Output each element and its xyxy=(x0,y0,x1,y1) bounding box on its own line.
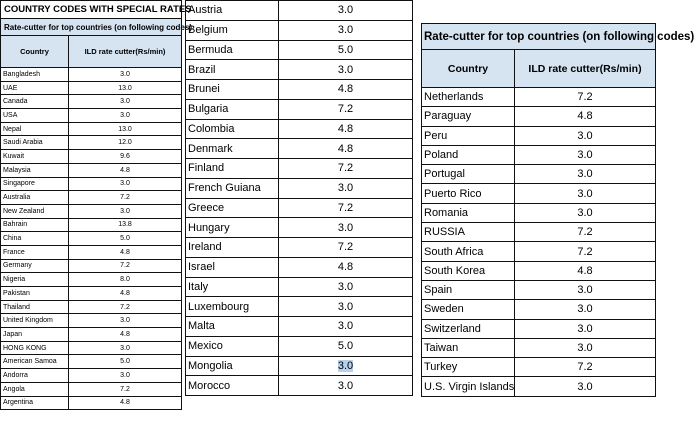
table-title: Rate-cutter for top countries (on following codes) xyxy=(422,24,656,50)
table-row xyxy=(1,300,182,314)
rate-value: 4.8 xyxy=(120,248,130,256)
table-row xyxy=(1,396,182,410)
rate-cell[interactable] xyxy=(515,223,656,242)
country-cell[interactable]: Bulgaria xyxy=(186,99,279,119)
country-cell[interactable]: Bangladesh xyxy=(1,68,69,82)
table-subtitle: Rate-cutter for top countries (on following codes) xyxy=(1,19,182,36)
special-rates-table-right xyxy=(421,23,694,397)
rate-value: 7.2 xyxy=(120,262,130,270)
table-row xyxy=(186,139,413,159)
table-row xyxy=(422,145,656,164)
rate-cell[interactable] xyxy=(69,136,182,150)
rate-value: 3.0 xyxy=(337,4,354,17)
rate-cell[interactable] xyxy=(69,232,182,246)
country-cell[interactable]: Portugal xyxy=(422,165,515,184)
rate-value: 7.2 xyxy=(337,201,354,214)
rate-cell[interactable] xyxy=(69,191,182,205)
table-row xyxy=(1,204,182,218)
country-cell[interactable]: Australia xyxy=(1,191,69,205)
rate-cell[interactable] xyxy=(279,80,413,100)
table-body xyxy=(422,88,656,397)
table-row xyxy=(186,297,413,317)
rate-value: 7.2 xyxy=(337,103,354,116)
country-cell[interactable]: New Zealand xyxy=(1,204,69,218)
rate-value: 4.8 xyxy=(337,261,354,274)
table-row xyxy=(186,80,413,100)
rate-value: 7.2 xyxy=(120,385,130,393)
country-cell[interactable]: USA xyxy=(1,109,69,123)
rate-value: 3.0 xyxy=(337,221,354,234)
table-row xyxy=(186,159,413,179)
rate-value: 3.0 xyxy=(120,111,130,119)
rate-value: 3.0 xyxy=(120,317,130,325)
rate-cell[interactable] xyxy=(69,218,182,232)
country-cell[interactable]: Andorra xyxy=(1,369,69,383)
table-row xyxy=(422,377,656,396)
rate-cell[interactable] xyxy=(69,245,182,259)
table-row xyxy=(422,280,656,299)
table-row xyxy=(186,336,413,356)
rate-cell[interactable] xyxy=(69,328,182,342)
country-cell[interactable]: United Kingdom xyxy=(1,314,69,328)
rate-value: 3.0 xyxy=(337,280,354,293)
rate-cell[interactable] xyxy=(69,273,182,287)
table-row xyxy=(186,218,413,238)
column-header-country: Country xyxy=(1,36,69,68)
rate-cell[interactable] xyxy=(69,287,182,301)
column-header-rate: ILD rate cutter(Rs/min) xyxy=(69,36,182,68)
country-cell[interactable]: Brazil xyxy=(186,60,279,80)
rate-cell[interactable] xyxy=(515,377,656,396)
table-row xyxy=(1,177,182,191)
rate-value: 13.0 xyxy=(118,125,132,133)
table-row xyxy=(1,273,182,287)
table-row xyxy=(1,218,182,232)
table-body xyxy=(186,1,413,396)
rate-value: 4.8 xyxy=(337,122,354,135)
rate-cell[interactable] xyxy=(69,300,182,314)
rate-cell[interactable] xyxy=(279,1,413,21)
rate-cell[interactable] xyxy=(515,165,656,184)
table-row xyxy=(422,184,656,203)
rate-cell[interactable] xyxy=(69,68,182,82)
table-row xyxy=(186,277,413,297)
rate-value: 5.0 xyxy=(120,358,130,366)
country-cell[interactable]: France xyxy=(1,245,69,259)
table-row xyxy=(1,328,182,342)
country-cell[interactable]: Saudi Arabia xyxy=(1,136,69,150)
rate-cell[interactable] xyxy=(515,88,656,107)
rate-cell[interactable] xyxy=(279,257,413,277)
table-row xyxy=(1,150,182,164)
rate-value: 9.6 xyxy=(120,152,130,160)
table-row xyxy=(186,99,413,119)
table-row xyxy=(1,109,182,123)
table-row xyxy=(186,198,413,218)
rate-value: 3.0 xyxy=(577,168,593,181)
rate-cell[interactable] xyxy=(69,341,182,355)
rate-cell[interactable] xyxy=(515,203,656,222)
country-cell[interactable]: Paraguay xyxy=(422,107,515,126)
rate-cell[interactable] xyxy=(279,119,413,139)
table-row xyxy=(422,300,656,319)
rate-value: 3.0 xyxy=(577,206,593,219)
country-cell[interactable]: South Korea xyxy=(422,261,515,280)
rate-value: 3.0 xyxy=(120,180,130,188)
rate-cell[interactable] xyxy=(515,126,656,145)
table-row xyxy=(1,369,182,383)
table-row xyxy=(1,163,182,177)
rate-cell[interactable] xyxy=(69,109,182,123)
table-row xyxy=(1,355,182,369)
country-cell[interactable]: Kuwait xyxy=(1,150,69,164)
table-row xyxy=(186,238,413,258)
table-row xyxy=(422,203,656,222)
rate-cell[interactable] xyxy=(69,382,182,396)
country-cell[interactable]: Angola xyxy=(1,382,69,396)
table-row xyxy=(1,245,182,259)
rate-value: 3.0 xyxy=(577,149,593,162)
table-row xyxy=(1,287,182,301)
country-cell[interactable]: Sweden xyxy=(422,300,515,319)
country-cell[interactable]: Netherlands xyxy=(422,88,515,107)
rate-value: 3.0 xyxy=(337,300,354,313)
country-cell[interactable]: Malaysia xyxy=(1,163,69,177)
table-row xyxy=(1,122,182,136)
country-cell[interactable]: American Samoa xyxy=(1,355,69,369)
table-row xyxy=(186,257,413,277)
rate-cell[interactable] xyxy=(69,259,182,273)
rate-cell[interactable] xyxy=(515,261,656,280)
rate-cell[interactable] xyxy=(69,369,182,383)
rate-value: 3.0 xyxy=(337,24,354,37)
country-cell[interactable]: Singapore xyxy=(1,177,69,191)
table-body xyxy=(1,68,182,410)
country-cell[interactable]: Spain xyxy=(422,280,515,299)
country-cell[interactable]: Finland xyxy=(186,159,279,179)
country-cell[interactable]: Puerto Rico xyxy=(422,184,515,203)
country-cell[interactable]: Mongolia xyxy=(186,356,279,376)
country-cell[interactable]: Colombia xyxy=(186,119,279,139)
rate-cell[interactable] xyxy=(69,81,182,95)
country-cell[interactable]: Denmark xyxy=(186,139,279,159)
rate-value: 4.8 xyxy=(577,264,593,277)
rate-cell[interactable] xyxy=(69,355,182,369)
country-cell[interactable]: Taiwan xyxy=(422,338,515,357)
rate-value: 13.0 xyxy=(118,84,132,92)
rate-cell[interactable] xyxy=(279,356,413,376)
rate-value: 5.0 xyxy=(120,235,130,243)
rate-value: 4.8 xyxy=(337,83,354,96)
table-row xyxy=(186,40,413,60)
rate-cell[interactable] xyxy=(515,107,656,126)
rate-value: 7.2 xyxy=(577,361,593,374)
rate-cell[interactable] xyxy=(69,122,182,136)
rate-value: 3.0 xyxy=(577,284,593,297)
table-title: COUNTRY CODES WITH SPECIAL RATES xyxy=(1,1,182,19)
country-cell[interactable]: Turkey xyxy=(422,358,515,377)
rate-cell[interactable] xyxy=(515,358,656,377)
country-cell[interactable]: Poland xyxy=(422,145,515,164)
country-cell[interactable]: Hungary xyxy=(186,218,279,238)
rate-value: 5.0 xyxy=(337,43,354,56)
rate-cell[interactable] xyxy=(515,280,656,299)
rate-cell[interactable] xyxy=(279,20,413,40)
table-row xyxy=(422,338,656,357)
table-row xyxy=(422,242,656,261)
special-rates-table-left xyxy=(0,0,192,410)
rate-value: 7.2 xyxy=(120,194,130,202)
table-row xyxy=(422,107,656,126)
rate-value: 4.8 xyxy=(120,289,130,297)
rate-value: 13.8 xyxy=(118,221,132,229)
table-row xyxy=(186,20,413,40)
country-cell[interactable]: Brunei xyxy=(186,80,279,100)
table-row xyxy=(1,81,182,95)
rate-value: 3.0 xyxy=(577,187,593,200)
country-cell[interactable]: Bermuda xyxy=(186,40,279,60)
rate-value: 7.2 xyxy=(337,162,354,175)
table-row xyxy=(186,317,413,337)
rate-value: 7.2 xyxy=(577,91,593,104)
rate-value: 5.0 xyxy=(337,340,354,353)
rate-value: 3.0 xyxy=(337,182,354,195)
country-cell[interactable]: Belgium xyxy=(186,20,279,40)
rate-cell[interactable] xyxy=(279,376,413,396)
rate-cell[interactable] xyxy=(69,163,182,177)
rate-value: 4.8 xyxy=(120,399,130,407)
country-cell[interactable]: Luxembourg xyxy=(186,297,279,317)
table-row xyxy=(186,60,413,80)
rate-value: 3.0 xyxy=(577,380,593,393)
country-cell[interactable]: Israel xyxy=(186,257,279,277)
column-header-rate: ILD rate cutter(Rs/min) xyxy=(515,50,656,88)
rate-cell[interactable] xyxy=(69,150,182,164)
country-cell[interactable]: French Guiana xyxy=(186,178,279,198)
special-rates-table-middle xyxy=(185,0,413,396)
rate-value: 7.2 xyxy=(337,241,354,254)
country-cell[interactable]: Argentina xyxy=(1,396,69,410)
rate-cell[interactable] xyxy=(279,139,413,159)
rate-value: 12.0 xyxy=(118,139,132,147)
rate-cell[interactable] xyxy=(69,396,182,410)
rate-cell[interactable] xyxy=(69,314,182,328)
table-row xyxy=(186,119,413,139)
rate-cell[interactable] xyxy=(515,184,656,203)
rate-value: 3.0 xyxy=(337,359,354,372)
rate-cell[interactable] xyxy=(515,338,656,357)
rate-value: 7.2 xyxy=(120,303,130,311)
rate-value: 3.0 xyxy=(337,320,354,333)
table-row xyxy=(422,261,656,280)
country-cell[interactable]: Germany xyxy=(1,259,69,273)
rate-value: 4.8 xyxy=(577,110,593,123)
rate-value: 3.0 xyxy=(120,70,130,78)
country-cell[interactable]: RUSSIA xyxy=(422,223,515,242)
rate-value: 4.8 xyxy=(337,142,354,155)
table-row xyxy=(1,191,182,205)
table-row xyxy=(186,376,413,396)
rate-value: 3.0 xyxy=(337,379,354,392)
rate-cell[interactable] xyxy=(279,297,413,317)
country-cell[interactable]: Ireland xyxy=(186,238,279,258)
rate-value: 3.0 xyxy=(337,63,354,76)
table-row xyxy=(1,95,182,109)
rate-cell[interactable] xyxy=(279,60,413,80)
country-cell[interactable]: Austria xyxy=(186,1,279,21)
rate-value: 7.2 xyxy=(577,226,593,239)
table-row xyxy=(1,136,182,150)
country-cell[interactable]: Greece xyxy=(186,198,279,218)
table-row xyxy=(1,314,182,328)
rate-cell[interactable] xyxy=(515,319,656,338)
country-cell[interactable]: Peru xyxy=(422,126,515,145)
rate-cell[interactable] xyxy=(515,300,656,319)
table-row xyxy=(1,341,182,355)
country-cell[interactable]: Canada xyxy=(1,95,69,109)
country-cell[interactable]: Nepal xyxy=(1,122,69,136)
rate-value: 3.0 xyxy=(120,371,130,379)
country-cell[interactable]: HONG KONG xyxy=(1,341,69,355)
table-row xyxy=(422,319,656,338)
rate-cell[interactable] xyxy=(69,177,182,191)
table-row xyxy=(1,259,182,273)
country-cell[interactable]: Thailand xyxy=(1,300,69,314)
rate-value: 7.2 xyxy=(577,245,593,258)
rate-value: 4.8 xyxy=(120,330,130,338)
country-cell[interactable]: China xyxy=(1,232,69,246)
rate-value: 3.0 xyxy=(120,207,130,215)
table-row xyxy=(186,356,413,376)
country-cell[interactable]: UAE xyxy=(1,81,69,95)
country-cell[interactable]: Bahrain xyxy=(1,218,69,232)
rate-cell[interactable] xyxy=(279,218,413,238)
rate-cell[interactable] xyxy=(515,145,656,164)
table-row xyxy=(422,223,656,242)
country-cell[interactable]: Italy xyxy=(186,277,279,297)
country-cell[interactable]: Japan xyxy=(1,328,69,342)
column-header-country: Country xyxy=(422,50,515,88)
rate-value: 8.0 xyxy=(120,276,130,284)
country-cell[interactable]: Nigeria xyxy=(1,273,69,287)
country-cell[interactable]: U.S. Virgin Islands xyxy=(422,377,515,396)
table-row xyxy=(186,178,413,198)
rate-cell[interactable] xyxy=(69,204,182,218)
table-row xyxy=(1,382,182,396)
country-cell[interactable]: Morocco xyxy=(186,376,279,396)
country-cell[interactable]: Pakistan xyxy=(1,287,69,301)
country-cell[interactable]: South Africa xyxy=(422,242,515,261)
table-row xyxy=(1,232,182,246)
rate-cell[interactable] xyxy=(279,238,413,258)
country-cell[interactable]: Malta xyxy=(186,317,279,337)
rate-cell[interactable] xyxy=(279,159,413,179)
rate-cell[interactable] xyxy=(279,99,413,119)
table-row xyxy=(422,165,656,184)
rate-value: 3.0 xyxy=(577,342,593,354)
rate-cell[interactable] xyxy=(69,95,182,109)
rate-value: 3.0 xyxy=(577,129,593,142)
table-row xyxy=(422,88,656,107)
rate-value: 3.0 xyxy=(120,98,130,106)
rate-cell[interactable] xyxy=(279,40,413,60)
rate-cell[interactable] xyxy=(279,178,413,198)
country-cell[interactable]: Mexico xyxy=(186,336,279,356)
rate-cell[interactable] xyxy=(279,317,413,337)
country-cell[interactable]: Switzerland xyxy=(422,319,515,338)
rate-cell[interactable] xyxy=(515,242,656,261)
table-row xyxy=(1,68,182,82)
rate-cell[interactable] xyxy=(279,277,413,297)
table-row xyxy=(422,358,656,377)
rate-value: 4.8 xyxy=(120,166,130,174)
rate-value: 3.0 xyxy=(577,303,593,316)
rate-value: 3.0 xyxy=(577,322,593,335)
table-row xyxy=(186,1,413,21)
country-cell[interactable]: Romania xyxy=(422,203,515,222)
rate-cell[interactable] xyxy=(279,198,413,218)
rate-cell[interactable] xyxy=(279,336,413,356)
rate-value: 3.0 xyxy=(120,344,130,352)
table-row xyxy=(422,126,656,145)
